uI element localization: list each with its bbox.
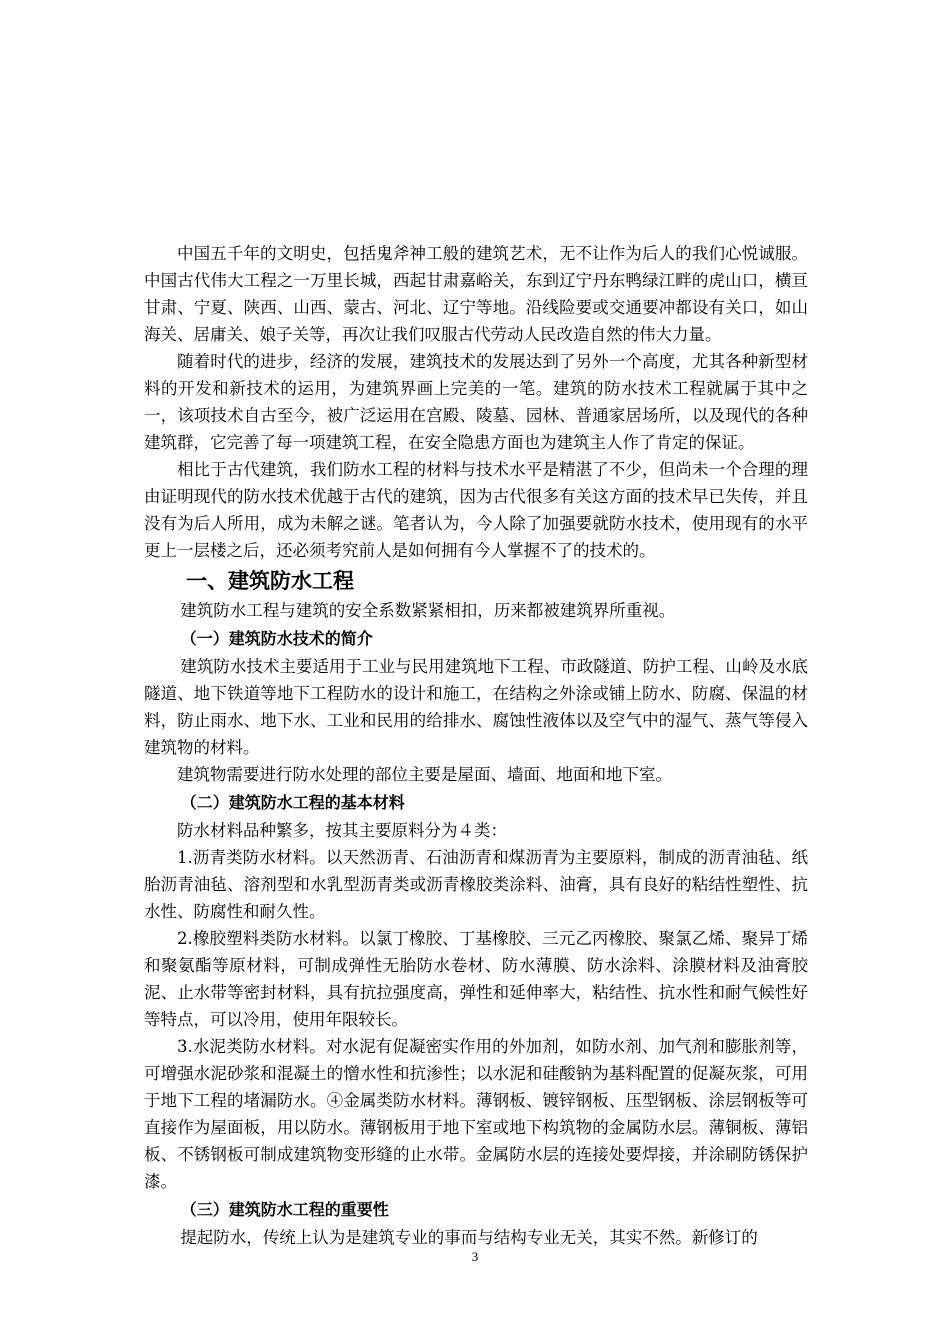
paragraph-applications: 建筑防水技术主要适用于工业与民用建筑地下工程、市政隧道、防护工程、山岭及水底隧道、地下铁道等地下工程防水的设计和施工，在结构之外涂或铺上防水、防腐、保温的材料，防止雨水、地下水、工业和民用的给排水、腐蚀性液体以及空气中的湿气、蒸气等侵入建筑物的材料。 [144, 657, 808, 757]
paragraph-modern-technology: 随着时代的进步，经济的发展，建筑技术的发展达到了另外一个高度，尤其各种新型材料的开发和新技术的运用，为建筑界画上完美的一笔。建筑的防水技术工程就属于其中之一，该项技术自古至今，被广泛运用在宫殿、陵墓、园林、普通家居场所，以及现代的各种建筑群，它完善了每一项建筑工程，在安全隐患方面也为建筑主人作了肯定的保证。 [144, 352, 808, 452]
paragraph-safety: 建筑防水工程与建筑的安全系数紧紧相扣，历来都被建筑界所重视。 [180, 601, 676, 620]
paragraph-material-types: 防水材料品种繁多，按其主要原料分为４类： [177, 821, 507, 840]
paragraph-ancient-comparison: 相比于古代建筑，我们防水工程的材料与技术水平是精湛了不少，但尚未一个合理的理由证明现代的防水技术优越于古代的建筑，因为古代很多有关这方面的技术早已失传，并且没有为后人所用，成为未解之谜。笔者认为，今人除了加强要就防水技术，使用现有的水平更上一层楼之后，还必须考究前人是如何拥有今人掌握不了的技术的。 [144, 460, 808, 560]
paragraph-great-wall: 中国五千年的文明史，包括鬼斧神工般的建筑艺术，无不让作为后人的我们心悦诚服。中国古代伟大工程之一万里长城，西起甘肃嘉峪关，东到辽宁丹东鸭绿江畔的虎山口，横亘甘肃、宁夏、陕西、山西、蒙古、河北、辽宁等地。沿线险要或交通要冲都设有关口，如山海关、居庸关、娘子关等，再次让我们叹服古代劳动人民改造自然的伟大力量。 [144, 244, 808, 344]
document-body [144, 240, 808, 1251]
subheading-importance: （三）建筑防水工程的重要性 [180, 1200, 389, 1219]
paragraph-rubber-plastic: 2.橡胶塑料类防水材料。以氯丁橡胶、丁基橡胶、三元乙丙橡胶、聚氯乙烯、聚异丁烯和聚氨酯等原材料，可制成弹性无胎防水卷材、防水薄膜、防水涂料、涂膜材料及油膏胶泥、止水带等密封材料，具有抗拉强度高，弹性和延伸率大，粘结性、抗水性和耐气候性好等特点，可以冷用，使用年限较长。 [144, 929, 808, 1029]
subheading-introduction: （一）建筑防水技术的简介 [180, 629, 373, 648]
paragraph-cement-metal: 3.水泥类防水材料。对水泥有促凝密实作用的外加剂，如防水剂、加气剂和膨胀剂等，可增强水泥砂浆和混凝土的憎水性和抗渗性；以水泥和硅酸钠为基料配置的促凝灰浆，可用于地下工程的堵漏防水。④金属类防水材料。薄钢板、镀锌钢板、压型钢板、涂层钢板等可直接作为屋面板，用以防水。薄钢板用于地下室或地下构筑物的金属防水层。薄铜板、薄铝板、不锈钢板可制成建筑物变形缝的止水带。金属防水层的连接处要焊接，并涂刷防锈保护漆。 [144, 1037, 808, 1191]
paragraph-importance: 提起防水，传统上认为是建筑专业的事而与结构专业无关，其实不然。新修订的 [180, 1228, 758, 1247]
paragraph-locations: 建筑物需要进行防水处理的部位主要是屋面、墙面、地面和地下室。 [177, 765, 672, 784]
paragraph-asphalt: 1.沥青类防水材料。以天然沥青、石油沥青和煤沥青为主要原料，制成的沥青油毡、纸胎沥青油毡、溶剂型和水乳型沥青类或沥青橡胶类涂料、油膏，具有良好的粘结性塑性、抗水性、防腐性和耐久性。 [144, 848, 808, 921]
page-number: 3 [471, 1249, 479, 1264]
subheading-materials: （二）建筑防水工程的基本材料 [180, 793, 405, 812]
section-heading-waterproofing: 一、建筑防水工程 [186, 569, 354, 593]
